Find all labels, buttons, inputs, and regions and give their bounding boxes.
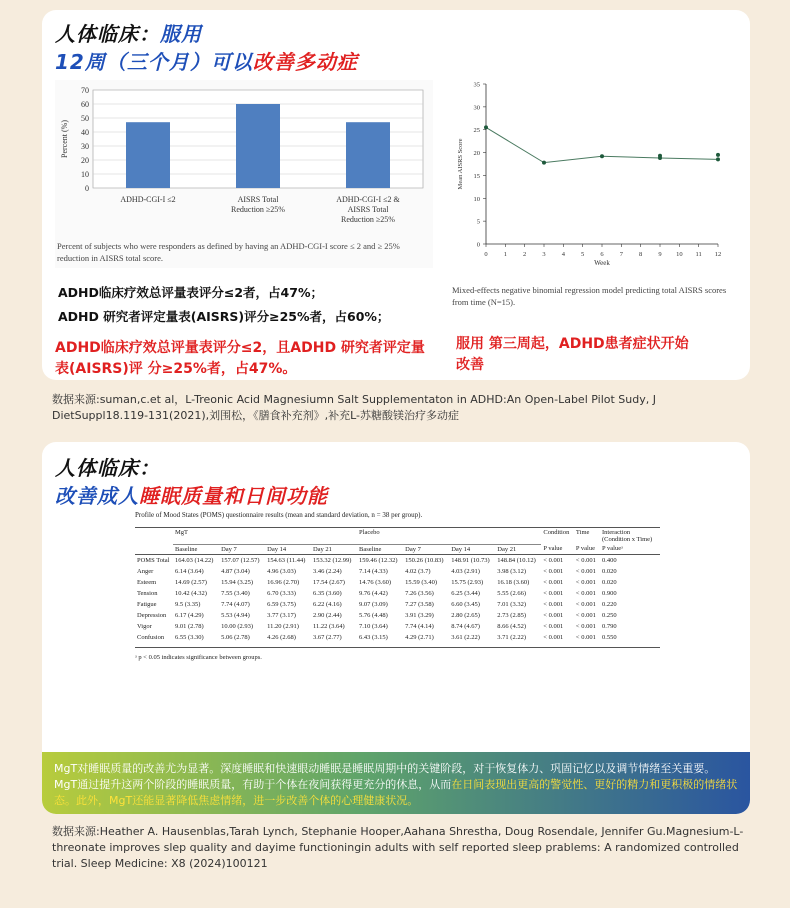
y-tick-label: 30 (473, 104, 480, 112)
card2-title-line2: 改善成人睡眠质量和日间功能 (55, 484, 328, 508)
group-header-mgt: MgT (173, 528, 357, 545)
table-cell: 157.07 (12.57) (221, 556, 260, 564)
x-tick-label: Reduction ≥25% (341, 215, 395, 224)
x-tick-label: 12 (714, 251, 722, 258)
col-header-1: Baseline (175, 545, 198, 553)
table-cell: 3.77 (3.17) (267, 611, 296, 619)
table-cell: 8.74 (4.67) (451, 622, 480, 630)
table-cell: < 0.001 (543, 589, 564, 597)
table-row (135, 599, 660, 610)
banner-highlight: 在日间表现出更高的警觉性、更好的精力和更积极的情绪状态。此外，MgT还能显著降低焦虑情绪，进一步改善个体的心理健康状况。 (54, 778, 738, 807)
table-cell: 3.46 (2.24) (312, 567, 342, 575)
table-cell: 14.69 (2.57) (175, 578, 207, 586)
data-point (600, 154, 604, 158)
x-tick-label: 8 (639, 251, 643, 258)
table-cell: 5.06 (2.78) (221, 633, 250, 641)
table-cell: 15.59 (3.40) (405, 578, 438, 586)
bar-1 (236, 104, 280, 188)
col-header-10: P value (575, 545, 595, 552)
poms-table-footnote: ᵃ p < 0.05 indicates significance between groups. (135, 647, 660, 661)
table-cell: 6.17 (4.29) (175, 611, 204, 619)
table-cell: 3.67 (2.77) (312, 633, 342, 641)
y-tick-label: 50 (81, 114, 89, 123)
bar-chart-figure (55, 80, 433, 268)
x-tick-label: ADHD-CGI-I ≤2 (120, 195, 176, 204)
table-cell: 153.32 (12.99) (312, 556, 352, 564)
bar-2 (346, 122, 390, 188)
table-cell: < 0.001 (575, 600, 596, 608)
col-header-5: Baseline (359, 545, 382, 553)
table-cell: < 0.001 (575, 622, 596, 630)
x-tick-label: AISRS Total (347, 205, 389, 214)
table-cell: 6.14 (3.64) (175, 567, 204, 575)
x-tick-label: 7 (619, 251, 623, 258)
x-tick-label: 10 (676, 251, 683, 258)
table-row (135, 632, 660, 643)
table-cell: 6.70 (3.33) (267, 589, 296, 597)
table-cell: 5.53 (4.94) (221, 611, 250, 619)
table-cell: 11.22 (3.64) (312, 622, 345, 630)
y-tick-label: 10 (473, 195, 480, 203)
table-cell: 7.26 (3.56) (405, 589, 434, 597)
table-cell: 5.76 (4.48) (359, 611, 388, 619)
source-citation-2: 数据来源:Heather A. Hausenblas,Tarah Lynch, Stephanie Hooper,Aahana Shrestha, Doug Rosendale, Jennifer Gu.Magnesium-L-threonate improves slep quality and dayime functioningin adults with self reported sleep prablems: A randomized controlled trial. Sleep Medicine: X8 (2024)100121 (52, 825, 744, 870)
table-cell: < 0.001 (543, 600, 564, 608)
table-cell: 7.01 (3.32) (497, 600, 526, 608)
col-header-0 (135, 544, 173, 554)
data-point (658, 154, 662, 158)
table-cell: 4.03 (2.91) (451, 567, 480, 575)
y-tick-label: 70 (81, 86, 89, 95)
table-cell: 2.73 (2.85) (497, 611, 526, 619)
week3-improvement-note: 服用 第三周起，ADHD患者症状开始改善 (456, 336, 689, 373)
y-axis-label: Percent (%) (60, 120, 69, 158)
col-header-9: P value (543, 545, 563, 552)
table-cell: 148.91 (10.73) (451, 556, 490, 564)
x-axis-label: Week (594, 259, 610, 267)
table-cell: 6.43 (3.15) (359, 633, 388, 641)
bar-chart-caption: Percent of subjects who were responders as defined by having an ADHD-CGI-I score ≤ 2 and ≥ 25% reduction in AISRS total score. (57, 241, 400, 263)
table-cell: 9.76 (4.42) (359, 589, 388, 597)
x-tick-label: 0 (484, 251, 488, 258)
table-cell: < 0.001 (543, 567, 564, 575)
y-tick-label: 30 (81, 142, 89, 151)
line-chart-caption: Mixed-effects negative binomial regression model predicting total AISRS scores from time (N=15). (452, 285, 727, 307)
col-header-3: Day 14 (267, 545, 287, 553)
table-row (135, 554, 660, 566)
table-cell: 6.35 (3.60) (312, 589, 342, 597)
table-row (135, 577, 660, 588)
table-group-header-row (135, 528, 660, 545)
stat-aisrs-responders: ADHD 研究者评定量表(AISRS)评分≥25%者，占60%； (58, 309, 390, 324)
col-header-6: Day 7 (405, 545, 421, 553)
data-point (716, 153, 720, 157)
table-cell: < 0.001 (543, 633, 564, 641)
table-cell: 10.42 (4.32) (175, 589, 207, 597)
stat-cgi-responders: ADHD临床疗效总评量表评分≤2者，占47%； (58, 285, 323, 300)
x-tick-label: 9 (658, 251, 662, 258)
table-cell: 16.96 (2.70) (267, 578, 300, 586)
data-point (542, 161, 546, 165)
source-citation-1: 数据来源:suman,c.et al，L-Treonic Acid Magnesiumn Salt Supplementaton in ADHD:An Open-Label Pilot Sudy, J DietSuppl18.119-131(2021),刘围松，《膳食补充剂》,补充L-苏糖酸镁治疗多动症 (52, 393, 656, 422)
col-header-11: P valueᵃ (602, 545, 623, 552)
col-header-7: Day 14 (451, 545, 471, 553)
x-tick-label: 3 (542, 251, 546, 258)
table-cell: < 0.001 (543, 611, 564, 619)
col-header-2: Day 7 (221, 545, 237, 553)
table-cell: 8.66 (4.52) (497, 622, 526, 630)
table-cell: 4.02 (3.7) (405, 567, 431, 575)
col-header-8: Day 21 (497, 545, 517, 553)
table-cell: 154.63 (11.44) (267, 556, 306, 564)
col-header-4: Day 21 (312, 545, 332, 553)
card2-title-line1: 人体临床： (55, 456, 160, 480)
table-cell: 7.27 (3.58) (405, 600, 434, 608)
group-header-condition: Condition (543, 529, 570, 536)
table-column-header-row (135, 544, 660, 554)
table-cell: 9.01 (2.78) (175, 622, 204, 630)
row-label: Anger (137, 567, 154, 575)
table-cell: 10.00 (2.93) (221, 622, 254, 630)
table-cell: 6.55 (3.30) (175, 633, 204, 641)
row-label: Vigor (137, 622, 152, 630)
table-cell: < 0.001 (575, 611, 596, 619)
x-tick-label: 5 (581, 251, 585, 258)
table-cell: 3.71 (2.22) (497, 633, 526, 641)
table-cell: < 0.001 (543, 578, 564, 586)
table-cell: 7.10 (3.64) (359, 622, 388, 630)
table-cell: 0.220 (602, 600, 617, 608)
group-header-time: Time (575, 529, 590, 536)
row-label: Confusion (137, 633, 165, 641)
table-cell: 0.020 (602, 578, 617, 586)
table-cell: 0.550 (602, 633, 617, 641)
y-tick-label: 0 (85, 184, 89, 193)
table-cell: 150.26 (10.83) (405, 556, 444, 564)
table-row (135, 610, 660, 621)
y-tick-label: 0 (476, 241, 480, 249)
table-cell: 7.74 (4.14) (405, 622, 434, 630)
table-cell: 0.020 (602, 567, 617, 575)
x-tick-label: 4 (561, 251, 565, 258)
poms-table-figure (135, 511, 660, 661)
poms-table-title: Profile of Mood States (POMS) questionnaire results (mean and standard deviation, n = 38 per group). (135, 511, 423, 519)
table-cell: 9.07 (3.09) (359, 600, 388, 608)
poms-table (135, 527, 660, 643)
table-cell: < 0.001 (543, 622, 564, 630)
line-chart (448, 76, 746, 272)
table-cell: < 0.001 (575, 589, 596, 597)
table-cell: 3.98 (3.12) (497, 567, 526, 575)
table-cell: < 0.001 (575, 633, 596, 641)
table-cell: 2.80 (2.65) (451, 611, 480, 619)
table-cell: 4.96 (3.03) (267, 567, 296, 575)
row-label: Fatigue (137, 600, 157, 608)
table-cell: 7.14 (4.33) (359, 567, 388, 575)
sleep-summary-banner (42, 752, 750, 814)
table-cell: 15.94 (3.25) (221, 578, 254, 586)
x-tick-label: 11 (695, 251, 702, 258)
row-label: POMS Total (137, 556, 170, 564)
y-tick-label: 5 (476, 218, 480, 226)
y-tick-label: 15 (473, 172, 480, 180)
table-cell: 3.61 (2.22) (451, 633, 480, 641)
row-label: Esteem (137, 578, 157, 586)
group-header-placebo: Placebo (357, 528, 541, 545)
table-cell: 0.790 (602, 622, 617, 630)
table-cell: 148.84 (10.12) (497, 556, 536, 564)
y-axis-label: Mean AISRS Score (457, 138, 464, 190)
table-cell: 159.46 (12.32) (359, 556, 398, 564)
table-row (135, 621, 660, 632)
table-cell: 9.5 (3.35) (175, 600, 201, 608)
y-tick-label: 25 (473, 127, 480, 135)
table-cell: 17.54 (2.67) (312, 578, 345, 586)
table-cell: 2.90 (2.44) (312, 611, 342, 619)
y-tick-label: 60 (81, 100, 89, 109)
x-tick-label: 1 (503, 251, 507, 258)
data-point (484, 125, 488, 129)
table-row (135, 588, 660, 599)
table-cell: 5.55 (2.66) (497, 589, 526, 597)
table-cell: 6.59 (3.75) (267, 600, 296, 608)
table-cell: 6.25 (3.44) (451, 589, 480, 597)
card1-title-line1: 人体临床：服用 (55, 22, 202, 46)
y-tick-label: 20 (81, 156, 89, 165)
bar-chart (55, 80, 433, 240)
y-tick-label: 10 (81, 170, 89, 179)
table-cell: 6.22 (4.16) (312, 600, 342, 608)
table-cell: 7.74 (4.07) (221, 600, 250, 608)
table-cell: 4.26 (2.68) (267, 633, 296, 641)
table-cell: 15.75 (2.93) (451, 578, 484, 586)
x-tick-label: 6 (600, 251, 604, 258)
table-cell: 0.900 (602, 589, 617, 597)
x-tick-label: AISRS Total (237, 195, 279, 204)
data-point (716, 157, 720, 161)
table-cell: < 0.001 (575, 567, 596, 575)
x-tick-label: Reduction ≥25% (231, 205, 285, 214)
group-header-interaction: Interaction (Condition x Time) (602, 529, 653, 543)
table-cell: 0.400 (602, 556, 617, 564)
y-tick-label: 20 (473, 150, 480, 158)
table-row (135, 566, 660, 577)
banner-text: MgT对睡眠质量的改善尤为显著。深度睡眠和快速眼动睡眠是睡眠周期中的关键阶段，对于恢复体力、巩固记忆以及调节情绪至关重要。MgT通过提升这两个阶段的睡眠质量，有助于个体在夜间获得更充分的休息，从而 (54, 762, 716, 791)
table-cell: 7.55 (3.40) (221, 589, 250, 597)
table-cell: 16.18 (3.60) (497, 578, 530, 586)
table-cell: < 0.001 (543, 556, 564, 564)
card1-title-line2: 12周（三个月）可以改善多动症 (55, 50, 358, 74)
table-cell: 6.60 (3.45) (451, 600, 480, 608)
y-tick-label: 35 (473, 81, 480, 89)
table-cell: < 0.001 (575, 578, 596, 586)
table-cell: 3.91 (3.29) (405, 611, 434, 619)
x-tick-label: ADHD-CGI-I ≤2 & (336, 195, 400, 204)
table-cell: 4.29 (2.71) (405, 633, 434, 641)
table-cell: < 0.001 (575, 556, 596, 564)
table-cell: 164.03 (14.22) (175, 556, 214, 564)
table-cell: 14.76 (3.60) (359, 578, 392, 586)
table-cell: 4.87 (3.04) (221, 567, 250, 575)
y-tick-label: 40 (81, 128, 89, 137)
row-label: Depression (137, 611, 167, 619)
table-cell: 11.20 (2.91) (267, 622, 299, 630)
line-chart-figure (448, 76, 746, 307)
combined-responders-note: ADHD临床疗效总评量表评分≤2，且ADHD 研究者评定量表(AISRS)评 分≥25%者，占47%。 (55, 340, 425, 377)
table-cell: 0.250 (602, 611, 617, 619)
bar-0 (126, 122, 170, 188)
row-label: Tension (137, 589, 158, 597)
x-tick-label: 2 (523, 251, 527, 258)
